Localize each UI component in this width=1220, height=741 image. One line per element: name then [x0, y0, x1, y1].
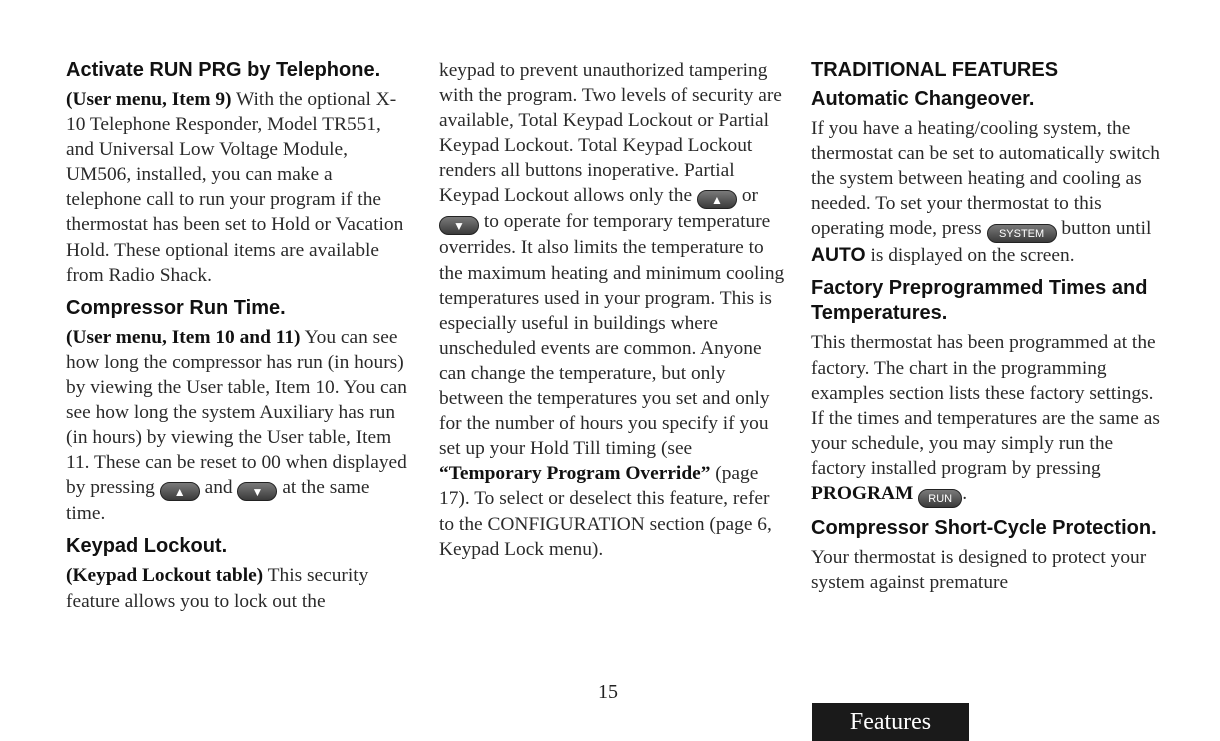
down-arrow-key-icon: ▼	[237, 482, 277, 501]
body-text: button until	[1061, 218, 1152, 240]
paragraph-automatic-changeover	[811, 116, 1161, 268]
down-arrow-key-icon: ▼	[439, 216, 479, 235]
heading-keypad-lockout: Keypad Lockout.	[66, 535, 228, 558]
paragraph-compressor-run-time	[66, 325, 411, 527]
paragraph-run-prg	[66, 87, 411, 288]
column-2	[439, 58, 789, 570]
page-number: 15	[598, 681, 618, 703]
section-reference: “Temporary Program Override”	[439, 463, 711, 485]
paragraph-factory-preprogrammed: This thermostat has been programmed at the factory. The chart in the programming examples section lists these factory settings. If the times and temperatures are the same as your schedule, you may simply run the factory installed program by pressing PROGRAM RUN .	[811, 330, 1161, 508]
menu-reference: (Keypad Lockout table)	[66, 565, 264, 587]
body-text: at the same time.	[66, 477, 370, 525]
up-arrow-key-icon: ▲	[697, 190, 737, 209]
column-3	[811, 58, 1161, 603]
program-label: PROGRAM	[811, 483, 914, 505]
paragraph-keypad-lockout	[66, 563, 411, 613]
run-key-icon: RUN	[918, 489, 962, 508]
body-text: With the optional X-10 Telephone Responder, Model TR551, and Universal Low Voltage Module, UM506, installed, you can make a telephone call to run your program if the thermostat has been set to Hold or Vacation Hold. These optional items are available from Radio Shack.	[66, 89, 404, 286]
section-tab: Features	[812, 703, 969, 741]
body-text: You can see how long the compressor has run (in hours) by viewing the User table, Item 10. You can see how long the system Auxiliary has run (in hours) by viewing the User table, Item 11. These can be reset to 00 when displayed by pressing	[66, 326, 407, 499]
body-text: If you have a heating/cooling system, the thermostat can be set to automatically switch the system between heating and cooling as needed. To set your thermostat to this operating mode, press	[811, 118, 1160, 240]
auto-mode-label: AUTO	[811, 244, 866, 267]
body-text: keypad to prevent unauthorized tampering with the program. Two levels of security are available, Total Keypad Lockout or Partial Keypad Lockout. Total Keypad Lockout renders all buttons inoperative. Partial Keypad Lockout allows only the	[439, 60, 782, 207]
heading-automatic-changeover: Automatic Changeover.	[811, 88, 1035, 110]
body-text: is displayed on the screen.	[870, 245, 1075, 267]
body-text: This security feature allows you to lock out the	[66, 565, 369, 612]
heading-compressor-run-time: Compressor Run Time.	[66, 296, 286, 319]
menu-reference: (User menu, Item 10 and 11)	[66, 326, 301, 348]
heading-run-prg-telephone: Activate RUN PRG by Telephone.	[66, 59, 381, 81]
body-text: to operate for temporary temperature overrides. It also limits the temperature to the maximum heating and minimum cooling temperatures used in your program. This is especially useful in buildings where unscheduled events are common. Anyone can change the temperature, but only between the temperatures you set and only for the number of hours you specify if you set up your Hold Till timing (see	[439, 211, 785, 460]
paragraph-compressor-short-cycle	[811, 545, 1161, 595]
body-text: and	[204, 477, 233, 499]
body-text: (page 17). To select or deselect this feature, refer to the CONFIGURATION section (page 6, Keypad Lock menu).	[439, 463, 772, 560]
heading-factory-preprogrammed: Factory Preprogrammed Times and Temperatures.	[811, 277, 1148, 325]
body-text: Your thermostat is designed to protect your system against premature	[811, 547, 1147, 594]
paragraph-keypad-lockout-continued	[439, 58, 789, 562]
body-text: This thermostat has been programmed at the factory. The chart in the programming examples section lists these factory settings. If the times and temperatures are the same as your schedule, you may simply run the factory installed program by pressing	[811, 332, 1160, 479]
menu-reference: (User menu, Item 9)	[66, 89, 232, 110]
heading-compressor-short-cycle: Compressor Short-Cycle Protection.	[811, 517, 1157, 540]
heading-traditional-features: TRADITIONAL FEATURES	[811, 59, 1059, 81]
column-1	[66, 58, 411, 622]
body-text: or	[741, 185, 758, 207]
up-arrow-key-icon: ▲	[160, 482, 200, 501]
system-key-icon: SYSTEM	[987, 224, 1057, 243]
